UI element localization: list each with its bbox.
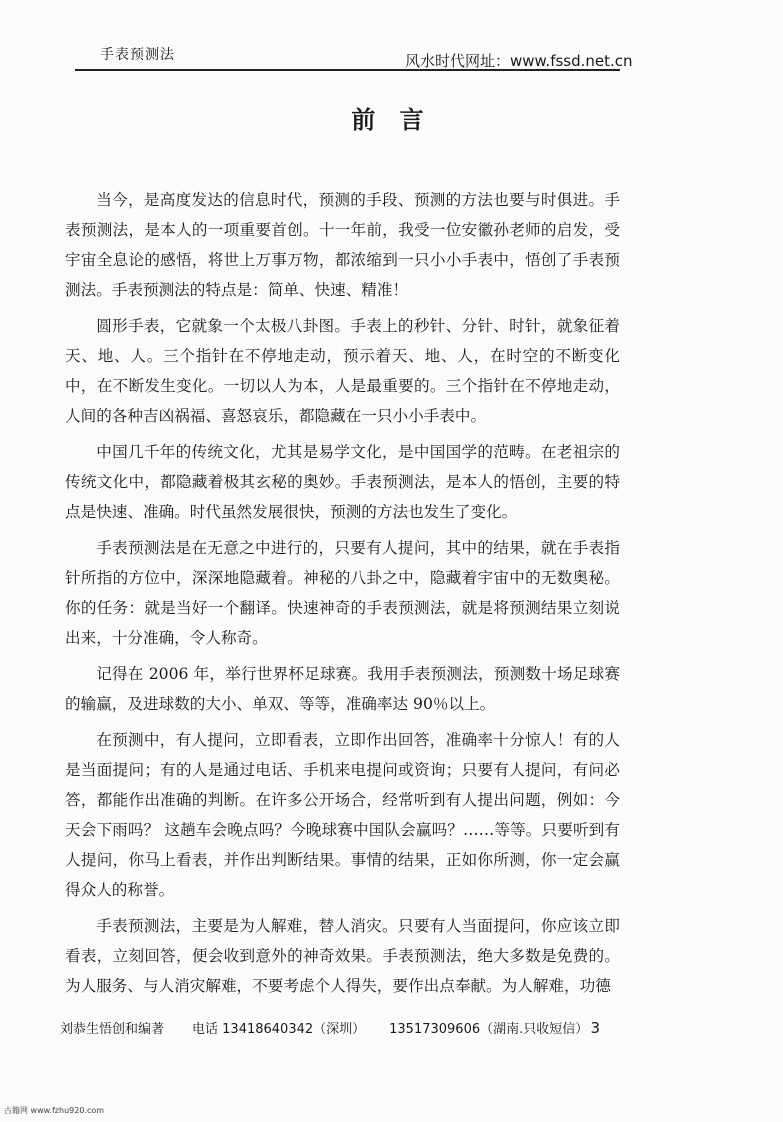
watermark-text: 古籍网 www.fzhu920.com — [4, 1106, 105, 1115]
page-number: 3 — [590, 1019, 600, 1037]
paragraph-6: 在预测中，有人提问，立即看表，立即作出回答，准确率十分惊人！有的人是当面提问；有的人是通过电话、手机来电提问或资询；只要有人提问，有问必答，都能作出准确的判断。在许多公开场合，经常听到有人提出问题，例如：今天会下雨吗？ 这趟车会晚点吗？今晚球赛中国队会赢吗？……等等。只要听到有人提问，你马上看表，并作出判断结果。事情的结果，正如你所测，你一定会赢得众人的称誉。 — [65, 731, 620, 899]
header-website: 风水时代网址：www.fssd.net.cn — [405, 52, 633, 70]
paragraph-2: 圆形手表，它就象一个太极八卦图。手表上的秒针、分针、时针，就象征着天、地、人。三个指针在不停地走动，预示着天、地、人，在时空的不断变化中，在不断发生变化。一切以人为本，人是最重要的。三个指针在不停地走动，人间的各种吉凶祸福、喜怒哀乐，都隐藏在一只小小手表中。 — [65, 317, 620, 425]
page-footer — [60, 1018, 600, 1037]
footer-phone-shenzhen: 电话 13418640342（深圳） — [192, 1022, 366, 1037]
header-book-title: 手表预测法 — [100, 47, 175, 63]
body-text — [65, 185, 620, 1007]
paragraph-4: 手表预测法是在无意之中进行的，只要有人提问，其中的结果，就在手表指针所指的方位中，深深地隐藏着。神秘的八卦之中，隐藏着宇宙中的无数奥秘。你的任务：就是当好一个翻译。快速神奇的手表预测法，就是将预测结果立刻说出来，十分准确，令人称奇。 — [65, 539, 620, 647]
paragraph-3: 中国几千年的传统文化，尤其是易学文化，是中国国学的范畴。在老祖宗的传统文化中，都隐藏着极其玄秘的奥妙。手表预测法，是本人的悟创，主要的特点是快速、准确。时代虽然发展很快，预测的方法也发生了变化。 — [65, 443, 620, 521]
footer-author: 刘恭生悟创和编著 — [60, 1022, 165, 1037]
page-title: 前 言 — [351, 105, 432, 134]
paragraph-7: 手表预测法，主要是为人解难，替人消灾。只要有人当面提问，你应该立即看表，立刻回答，便会收到意外的神奇效果。手表预测法，绝大多数是免费的。为人服务、与人消灾解难，不要考虑个人得失，要作出点奉献。为人解难，功德 — [65, 917, 620, 995]
paragraph-5: 记得在 2006 年，举行世界杯足球赛。我用手表预测法，预测数十场足球赛的输赢，及进球数的大小、单双、等等，准确率达 90％以上。 — [65, 665, 620, 713]
paragraph-1: 当今，是高度发达的信息时代，预测的手段、预测的方法也要与时俱进。手表预测法，是本人的一项重要首创。十一年前，我受一位安徽孙老师的启发，受宇宙全息论的感悟，将世上万事万物，都浓缩到一只小小手表中，悟创了手表预测法。手表预测法的特点是：简单、快速、精准！ — [65, 191, 620, 299]
header-divider — [75, 69, 620, 71]
footer-phone-hunan: 13517309606（湖南.只收短信） — [389, 1022, 589, 1037]
